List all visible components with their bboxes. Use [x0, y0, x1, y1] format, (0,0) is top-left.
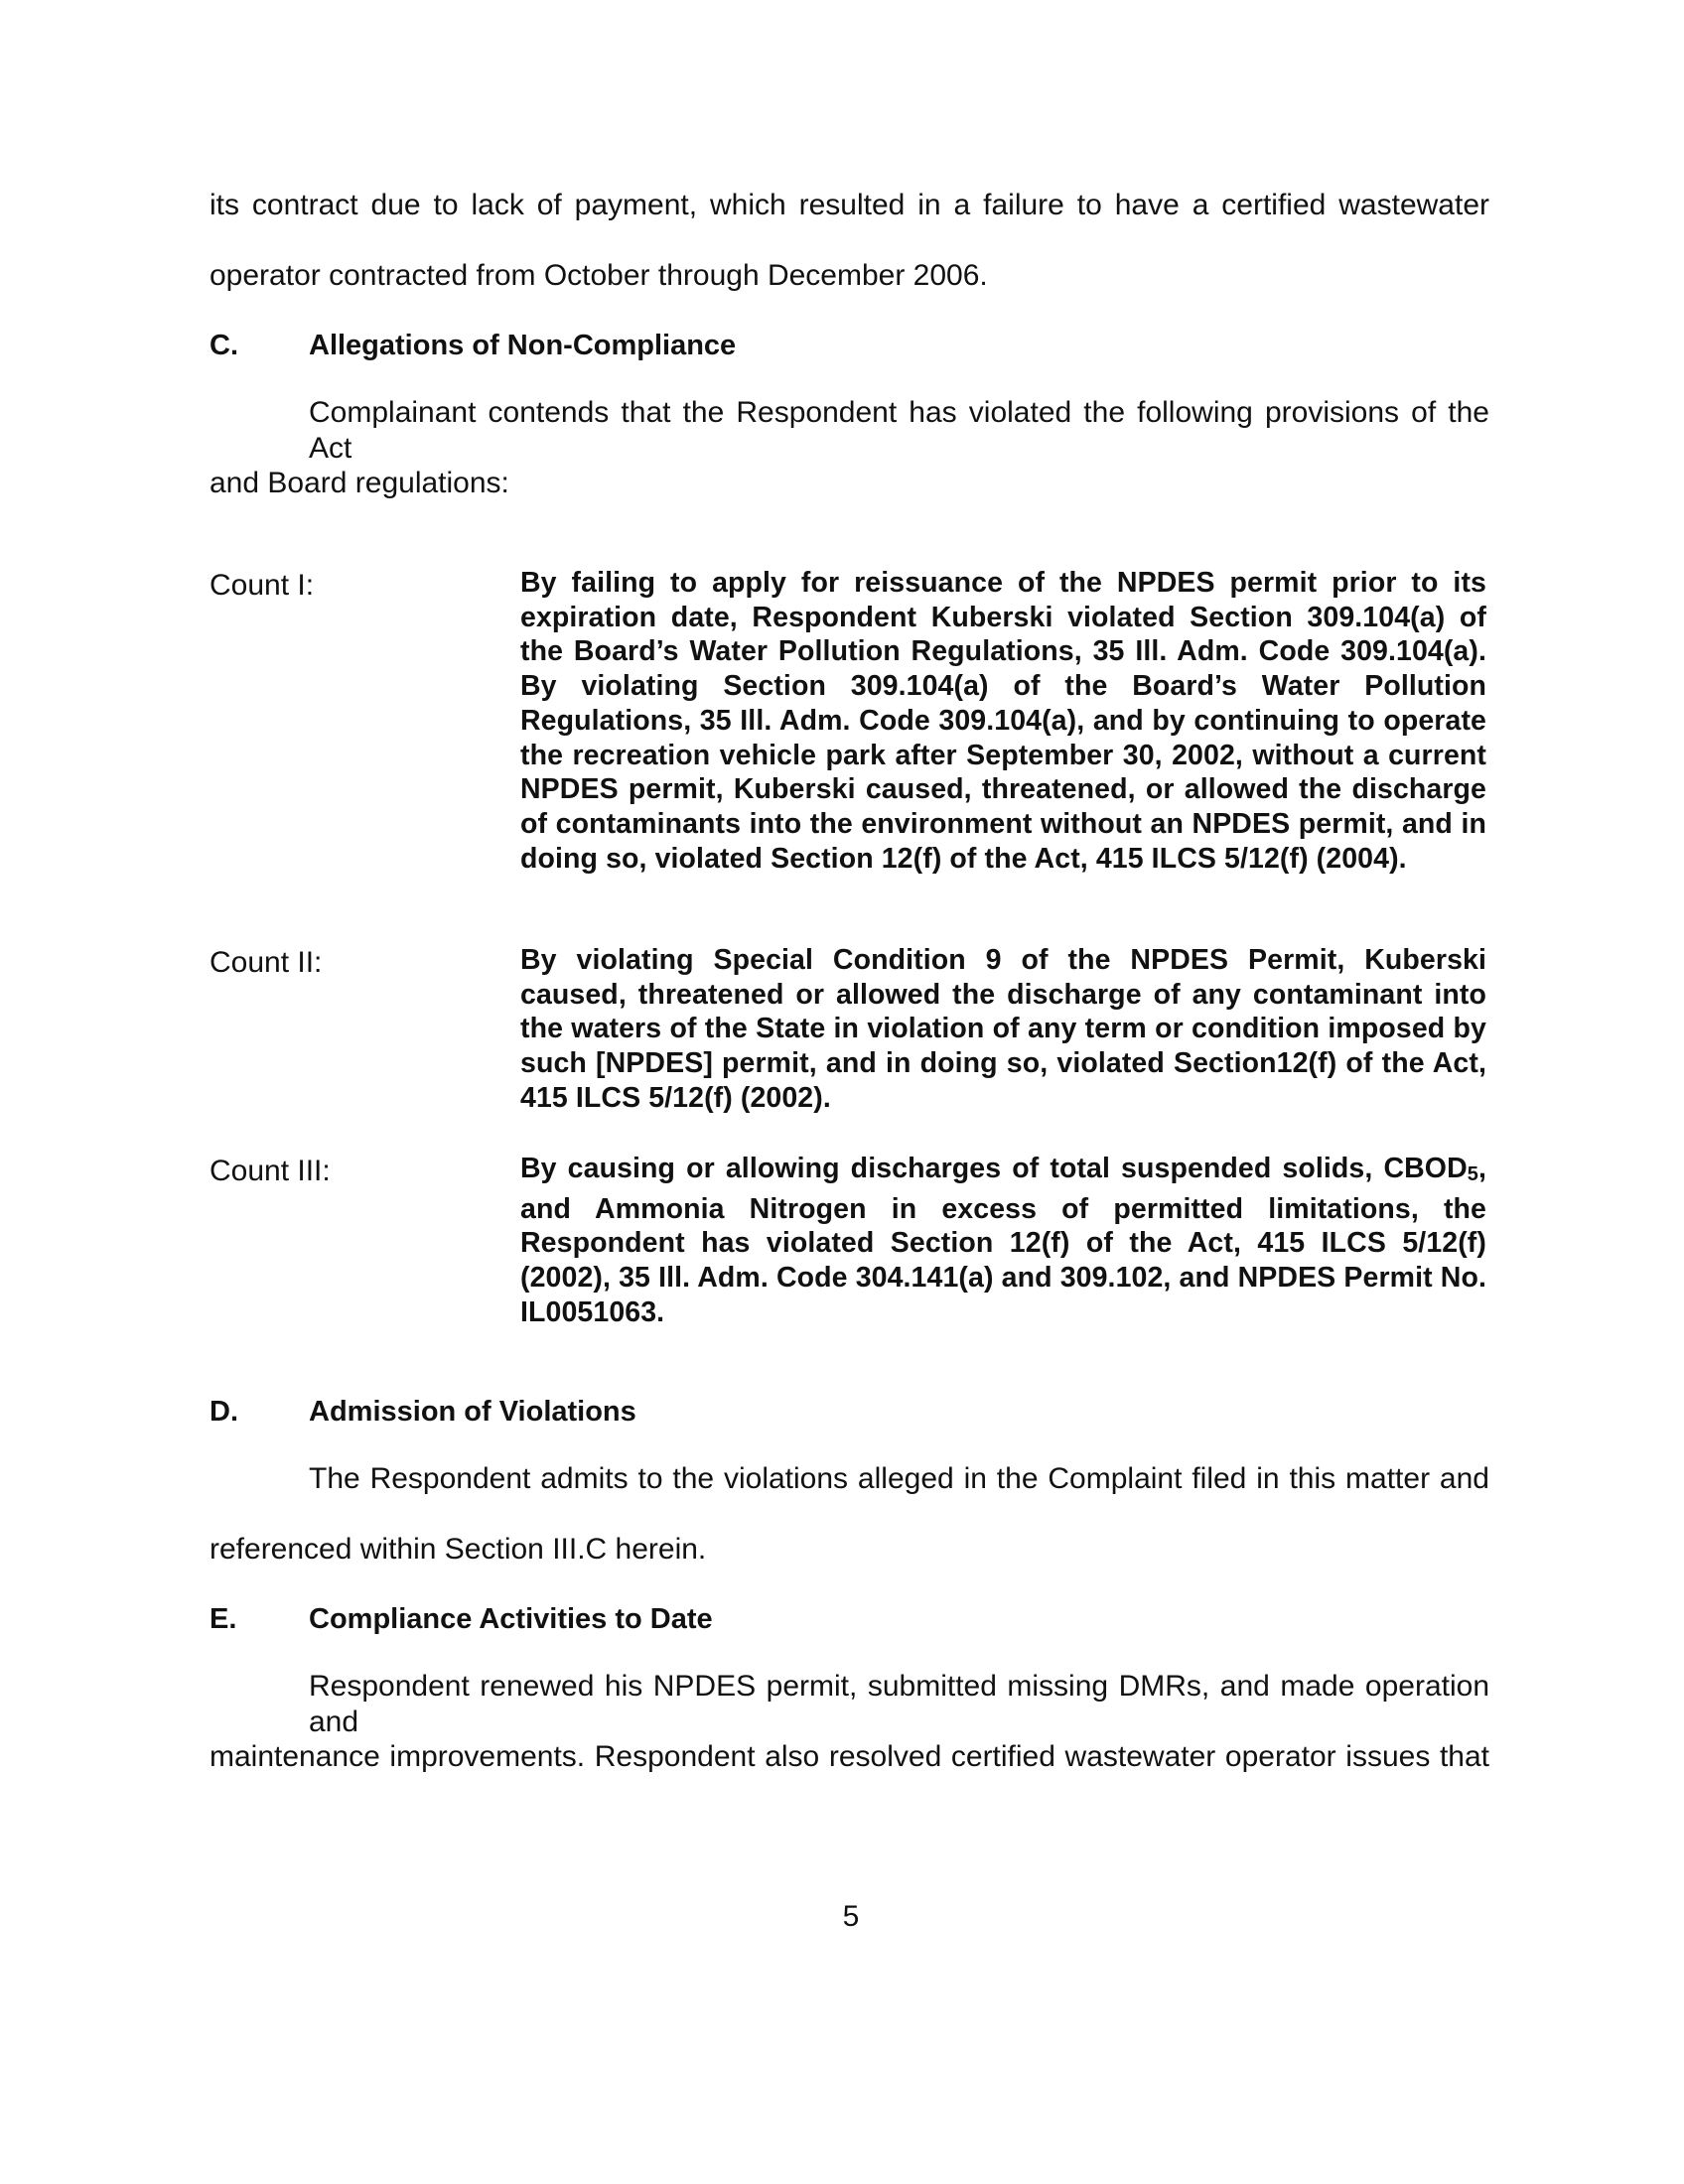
count-3-text	[520, 1152, 1486, 1330]
section-c-line-2: and Board regulations:	[210, 467, 509, 499]
section-c-heading	[210, 328, 1103, 363]
section-e-letter: E.	[210, 1603, 237, 1635]
section-d-line-2: referenced within Section III.C herein.	[210, 1533, 707, 1566]
intro-line-2: operator contracted from October through December 2006.	[210, 259, 988, 292]
section-e-title: Compliance Activities to Date	[309, 1603, 713, 1635]
section-e-heading	[210, 1601, 1103, 1637]
count-3-subscript: 5	[1467, 1162, 1478, 1185]
section-d-line-1: The Respondent admits to the violations alleged in the Complaint filed in this matter and	[309, 1462, 1489, 1495]
section-d-letter: D.	[210, 1396, 238, 1428]
intro-line-1: its contract due to lack of payment, which resulted in a failure to have a certified wastewater	[210, 189, 1489, 221]
count-3-text-part-2: , and Ammonia Nitrogen in excess of permitted limitations, the Respondent has violated Section 12(f) of the Act, 415 ILCS 5/12(f) (2002), 35 Ill. Adm. Code 304.141(a) and 309.102, and NPDES Permit No. IL0051063.	[520, 1153, 1486, 1328]
section-e-line-2: maintenance improvements. Respondent also resolved certified wastewater operator issues that	[210, 1740, 1489, 1773]
page-number: 5	[842, 1900, 860, 1933]
count-3-label: Count III:	[210, 1155, 331, 1187]
section-d-heading	[210, 1394, 1103, 1430]
count-2-text: By violating Special Condition 9 of the NPDES Permit, Kuberski caused, threatened or allowed the discharge of any contaminant into the waters of the State in violation of any term or condition imposed by such [NPDES] permit, and in doing so, violated Section12(f) of the Act, 415 ILCS 5/12(f) (2002).	[520, 944, 1486, 1114]
section-c-line-1: Complainant contends that the Respondent has violated the following provisions of the Act	[309, 396, 1489, 465]
count-1-label: Count I:	[210, 569, 315, 602]
count-1-text: By failing to apply for reissuance of the NPDES permit prior to its expiration date, Respondent Kuberski violated Section 309.104(a) of the Board’s Water Pollution Regulations, 35 Ill. Adm. Code 309.104(a). By violating Section 309.104(a) of the Board’s Water Pollution Regulations, 35 Ill. Adm. Code 309.104(a), and by continuing to operate the recreation vehicle park after September 30, 2002, without a current NPDES permit, Kuberski caused, threatened, or allowed the discharge of contaminants into the environment without an NPDES permit, and in doing so, violated Section 12(f) of the Act, 415 ILCS 5/12(f) (2004).	[520, 567, 1486, 875]
section-c-letter: C.	[210, 330, 238, 361]
section-d-title: Admission of Violations	[309, 1396, 636, 1428]
section-e-line-1: Respondent renewed his NPDES permit, submitted missing DMRs, and made operation and	[309, 1670, 1489, 1738]
count-3-text-part-1: By causing or allowing discharges of total suspended solids, CBOD	[520, 1153, 1468, 1184]
section-c-title: Allegations of Non-Compliance	[309, 330, 737, 361]
count-2-label: Count II:	[210, 946, 323, 979]
